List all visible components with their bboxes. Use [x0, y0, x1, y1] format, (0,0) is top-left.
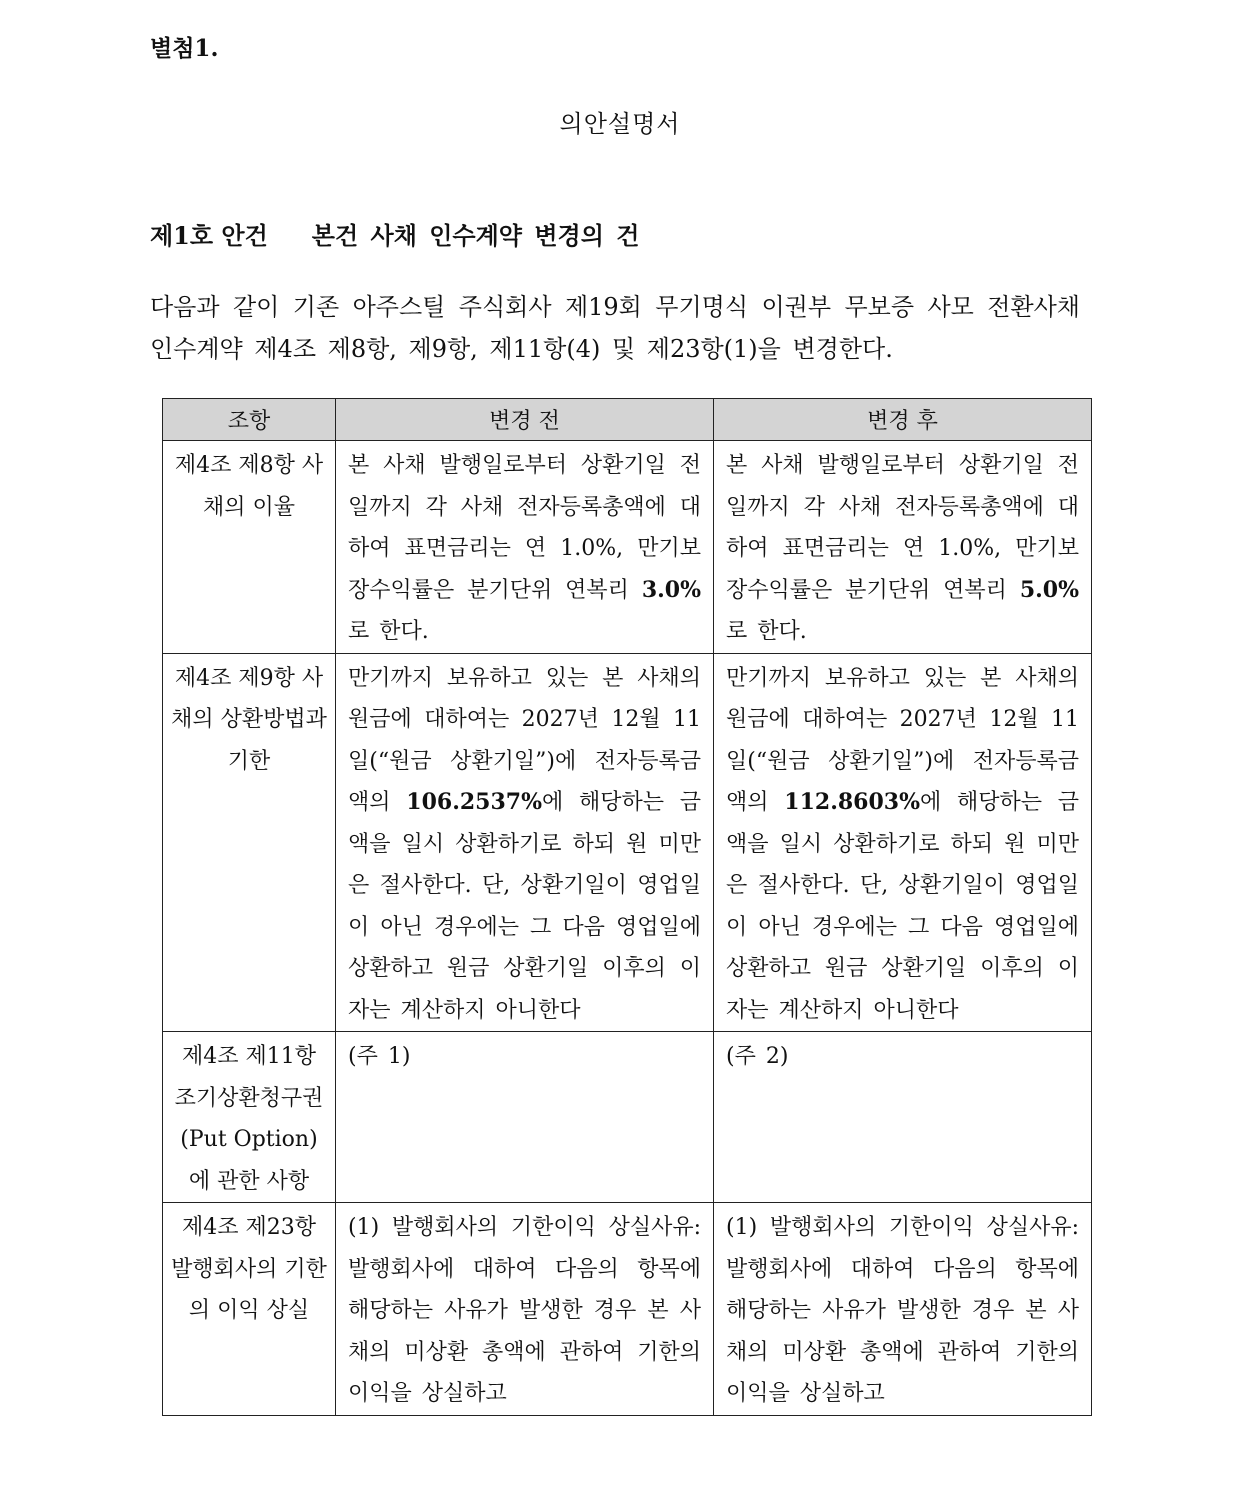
after-text-end: 에 해당하는 금액을 일시 상환하기로 하되 원 미만은 절사한다. 단, 상환기일이 영업일이 아닌 경우에는 그 다음 영업일에 상환하고 원금 상환기일 이후의 이자는 계산하지 아니한다 [726, 790, 1080, 1023]
after-rate: 5.0% [1019, 576, 1079, 603]
before-note: (주 1) [348, 1044, 411, 1069]
agenda-heading [150, 216, 639, 251]
after-rate: 112.8603% [784, 789, 920, 815]
after-cell [714, 1203, 1092, 1416]
clause-cell: 제4조 제11항 조기상환청구권(Put Option)에 관한 사항 [163, 1032, 336, 1203]
table-header-row [163, 399, 1092, 441]
clause-cell: 제4조 제9항 사채의 상환방법과 기한 [163, 653, 336, 1032]
before-cell [336, 1203, 714, 1416]
after-cell [714, 441, 1092, 654]
before-cell [336, 441, 714, 654]
before-text: 본 사채 발행일로부터 상환기일 전일까지 각 사채 전자등록총액에 대하여 표면금리는 연 1.0%, 만기보장수익률은 분기단위 연복리 [348, 453, 701, 603]
table-row [163, 1032, 1092, 1203]
before-rate: 3.0% [641, 576, 701, 603]
table-row [163, 1203, 1092, 1416]
amendment-table [162, 398, 1092, 1416]
before-text-end: 에 해당하는 금액을 일시 상환하기로 하되 원 미만은 절사한다. 단, 상환기일이 영업일이 아닌 경우에는 그 다음 영업일에 상환하고 원금 상환기일 이후의 이자는 계산하지 아니한다 [348, 790, 702, 1023]
intro-paragraph: 다음과 같이 기존 아주스틸 주식회사 제19회 무기명식 이권부 무보증 사모 전환사채 인수계약 제4조 제8항, 제9항, 제11항(4) 및 제23항(1)을 변경한다. [150, 293, 1080, 363]
clause-cell: 제4조 제8항 사채의 이율 [163, 441, 336, 654]
after-text: 만기까지 보유하고 있는 본 사채의 원금에 대하여는 2027년 12월 11일(“원금 상환기일”)에 전자등록금액의 [726, 665, 1079, 815]
header-after: 변경 후 [714, 399, 1092, 441]
agenda-name: 본건 사채 인수계약 변경의 건 [311, 221, 640, 250]
header-clause: 조항 [163, 399, 336, 441]
after-cell [714, 1032, 1092, 1203]
document-title: 의안설명서 [559, 110, 681, 138]
before-cell [336, 653, 714, 1032]
after-text-end: 로 한다. [726, 619, 807, 644]
header-before: 변경 전 [336, 399, 714, 441]
after-text: (1) 발행회사의 기한이익 상실사유: 발행회사에 대하여 다음의 항목에 해당하는 사유가 발생한 경우 본 사채의 미상환 총액에 관하여 기한의 이익을 상실하고 [726, 1215, 1079, 1406]
after-cell [714, 653, 1092, 1032]
before-text-end: 로 한다. [348, 619, 429, 644]
before-text: (1) 발행회사의 기한이익 상실사유: 발행회사에 대하여 다음의 항목에 해당하는 사유가 발생한 경우 본 사채의 미상환 총액에 관하여 기한의 이익을 상실하고 [348, 1215, 701, 1406]
before-rate: 106.2537% [406, 789, 542, 815]
before-text: 만기까지 보유하고 있는 본 사채의 원금에 대하여는 2027년 12월 11일(“원금 상환기일”)에 전자등록금액의 [348, 665, 701, 815]
after-text: 본 사채 발행일로부터 상환기일 전일까지 각 사채 전자등록총액에 대하여 표면금리는 연 1.0%, 만기보장수익률은 분기단위 연복리 [726, 453, 1079, 603]
table-row [163, 441, 1092, 654]
agenda-number: 제1호 안건 [150, 221, 268, 250]
clause-cell: 제4조 제23항 발행회사의 기한의 이익 상실 [163, 1203, 336, 1416]
attachment-label: 별첨1. [150, 35, 219, 62]
table-row [163, 653, 1092, 1032]
after-note: (주 2) [726, 1044, 789, 1069]
before-cell [336, 1032, 714, 1203]
